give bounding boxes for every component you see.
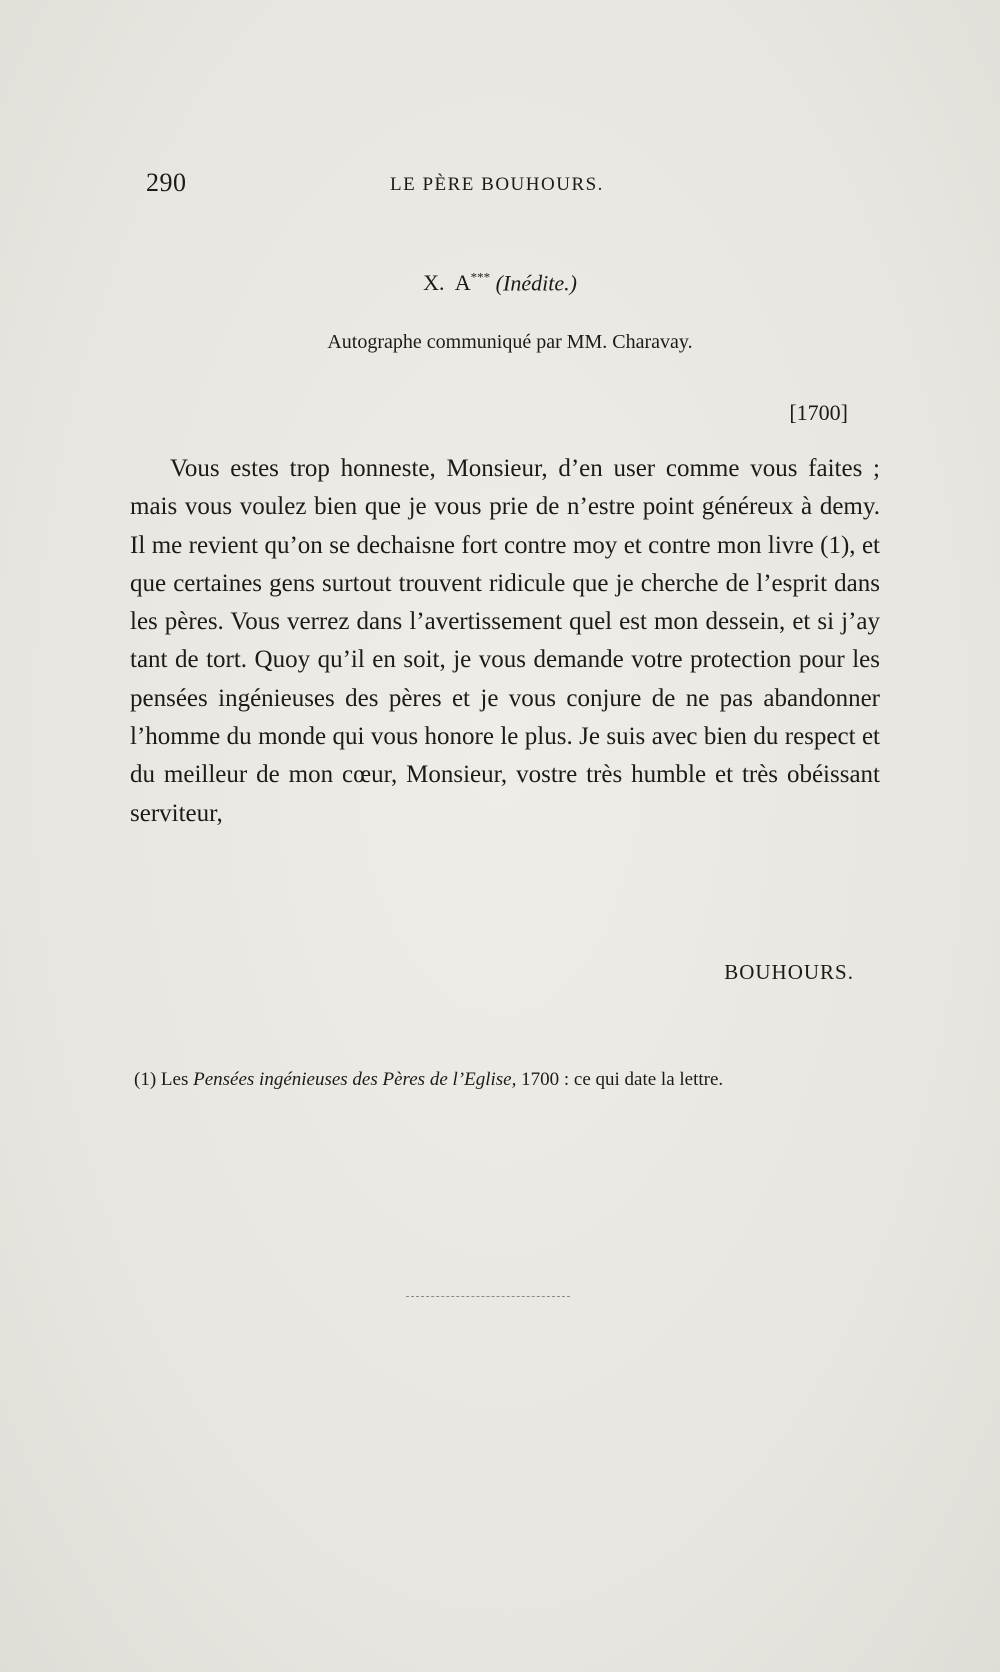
letter-body: Vous estes trop honneste, Monsieur, d’en user comme vous faites ; mais vous voulez bien que je vous prie de n’estre point généreux à demy. Il me revient qu’on se dechaisne fort contre moy et contre mon livre (1), et que certaines gens surtout trouvent ridicule que je cherche de l’esprit dans les pères. Vous verrez dans l’avertissement quel est mon dessein, et si j’ay tant de tort. Quoy qu’il en soit, je vous demande votre protection pour les pensées ingénieuses des pères et je vous conjure de ne pas abandonner l’homme du monde qui vous honore le plus. Je suis avec bien du respect et du meilleur de mon cœur, Monsieur, vostre très humble et très obéissant serviteur, bbox=[130, 455, 880, 827]
footnote-marker: (1) bbox=[134, 1069, 157, 1090]
running-title: LE PÈRE BOUHOURS. bbox=[390, 174, 604, 195]
footnote bbox=[124, 1068, 870, 1091]
letter-date: [1700] bbox=[789, 400, 848, 425]
letter-number: X. bbox=[423, 270, 445, 296]
letter-signature: BOUHOURS. bbox=[724, 960, 854, 984]
source-note: Autographe communiqué par MM. Charavay. bbox=[327, 331, 693, 353]
letter-status: (Inédite.) bbox=[495, 270, 577, 296]
footnote-prefix: Les bbox=[160, 1069, 189, 1090]
footnote-suffix: 1700 : ce qui date la lettre. bbox=[521, 1069, 724, 1090]
footnote-work-title: Pensées ingénieuses des Pères de l’Eglise, bbox=[193, 1069, 517, 1090]
letter-recipient: A*** bbox=[454, 270, 491, 296]
bleed-through-text bbox=[130, 215, 870, 252]
letter-heading bbox=[0, 270, 1000, 296]
running-head bbox=[146, 168, 846, 200]
page-number: 290 bbox=[146, 168, 187, 197]
end-rule bbox=[406, 1296, 570, 1297]
recipient-stars: *** bbox=[470, 270, 491, 285]
